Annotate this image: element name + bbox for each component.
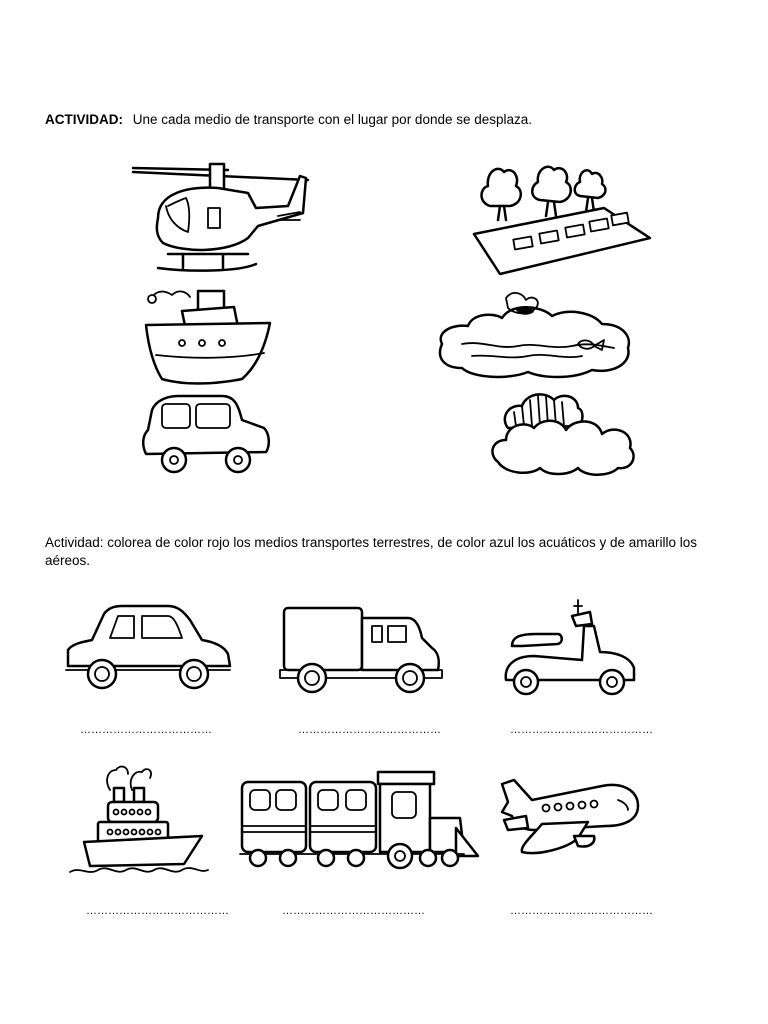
activity1-text: Une cada medio de transporte con el lugar por donde se desplaza. bbox=[132, 112, 533, 127]
answer-line-car[interactable]: ……………………………… bbox=[80, 724, 212, 736]
train-icon bbox=[238, 768, 482, 874]
car-icon bbox=[62, 600, 234, 696]
ship-icon bbox=[68, 760, 210, 880]
answer-line-train[interactable]: ………………………………… bbox=[282, 905, 425, 917]
activity1-heading: ACTIVIDAD: bbox=[45, 112, 123, 127]
road-with-trees-icon bbox=[468, 158, 658, 283]
answer-line-scooter[interactable]: ………………………………… bbox=[510, 724, 653, 736]
activity1-instruction bbox=[45, 112, 532, 127]
truck-icon bbox=[278, 604, 444, 700]
scooter-icon bbox=[500, 596, 640, 700]
answer-line-ship[interactable]: ………………………………… bbox=[86, 905, 229, 917]
airplane-icon bbox=[498, 776, 644, 862]
activity2-instruction: Actividad: colorea de color rojo los medios transportes terrestres, de color azul los acuáticos y de amarillo los aéreos. bbox=[45, 535, 698, 568]
water-icon bbox=[432, 288, 637, 384]
answer-line-truck[interactable]: ………………………………… bbox=[298, 724, 441, 736]
boat-icon bbox=[142, 283, 274, 391]
helicopter-icon bbox=[128, 158, 313, 280]
answer-line-airplane[interactable]: ………………………………… bbox=[510, 905, 653, 917]
car-icon-left bbox=[138, 390, 274, 480]
clouds-icon bbox=[488, 388, 638, 480]
